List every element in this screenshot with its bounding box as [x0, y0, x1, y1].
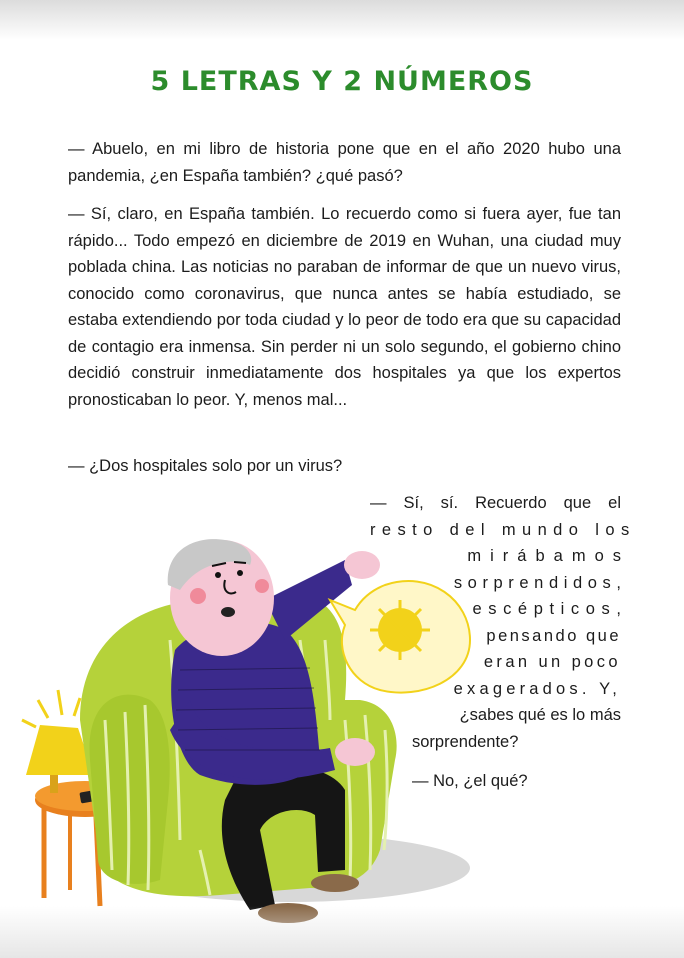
side-line-3: mirábamos — [467, 547, 630, 565]
virus-speech-bubble — [330, 581, 470, 692]
side-line-6: pensando que — [486, 626, 621, 645]
top-shadow — [0, 0, 684, 40]
bottom-shadow — [0, 906, 684, 958]
paragraph-2: — Sí, claro, en España también. Lo recuerdo como si fuera ayer, fue tan rápido... Todo empezó en diciembre de 2019 en Wuhan, una ciudad muy poblada china. Las noticias no paraban de informar de que un nuevo virus, conocido como coronavirus, que nunca antes se había estudiado, se estaba extendiendo por toda ciudad y lo peor de todo era que su capacidad de contagio era inmensa. Sin perder ni un solo segundo, el gobierno chino decidió construir inmediatamente dos hospitales ya que los expertos pronosticaban lo peor. Y, menos mal... — [68, 205, 621, 409]
paragraph-1: — Abuelo, en mi libro de historia pone que en el año 2020 hubo una pandemia, ¿en España también? ¿qué pasó? — [68, 140, 621, 185]
side-line-7: eran un poco — [483, 653, 621, 671]
paragraph-3: — ¿Dos hospitales solo por un virus? — [68, 457, 343, 475]
page-title: 5 LETRAS Y 2 NÚMEROS — [150, 66, 534, 98]
side-line-8: exagerados. Y, — [453, 679, 621, 698]
side-line-1: — Sí, sí. Recuerdo que el — [370, 494, 621, 512]
side-line-9: ¿sabes qué es lo más — [459, 706, 621, 724]
side-line-5: escépticos, — [472, 600, 628, 618]
side-line-4: sorprendidos, — [453, 573, 627, 592]
side-line-2: resto del mundo los — [370, 520, 636, 539]
side-line-10: sorprendente? — [412, 732, 519, 751]
grandfather-illustration — [0, 520, 480, 940]
paragraph-last: — No, ¿el qué? — [412, 772, 528, 790]
